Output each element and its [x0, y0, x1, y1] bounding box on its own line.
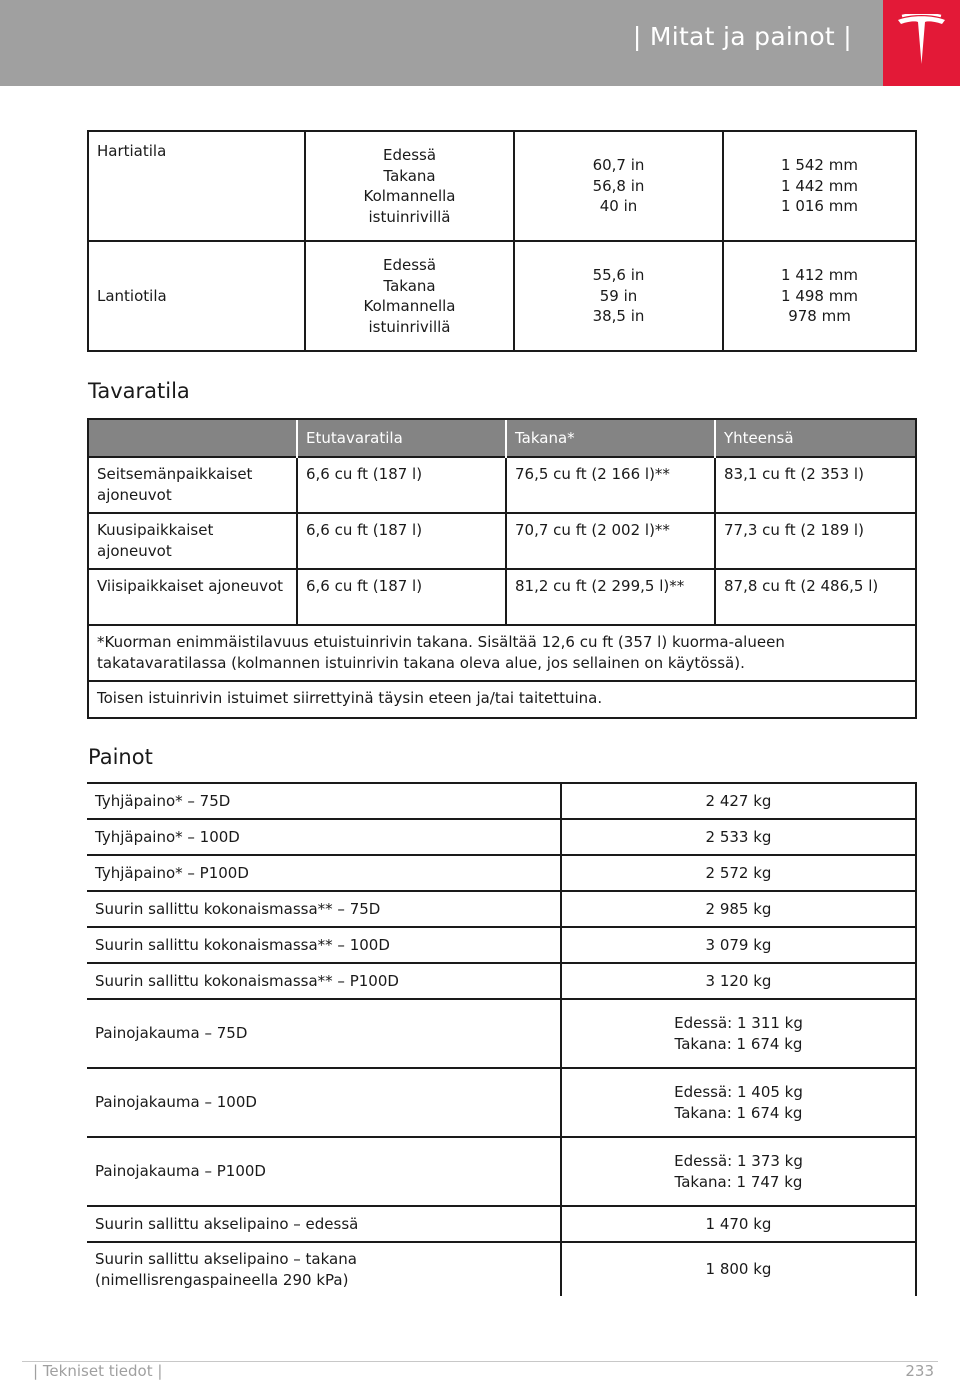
weight-value: 2 533 kg	[561, 819, 916, 855]
position-text: Edessä	[382, 146, 437, 164]
rear-weight: Takana: 1 674 kg	[674, 1103, 803, 1122]
distribution-value	[561, 999, 916, 1068]
table-row	[87, 1242, 916, 1296]
weights-table	[87, 782, 917, 1296]
table-row	[87, 783, 916, 819]
inch-value: 40 in	[599, 197, 638, 216]
front-weight: Edessä: 1 405 kg	[674, 1083, 803, 1101]
weight-value: 2 985 kg	[561, 891, 916, 927]
table-row	[87, 999, 916, 1068]
table-row	[88, 569, 916, 625]
axle-front-label: Suurin sallittu akselipaino – edessä	[87, 1206, 561, 1242]
front-weight: Edessä: 1 373 kg	[674, 1152, 803, 1170]
row-label: Lantiotila	[88, 241, 305, 351]
weight-label: Tyhjäpaino* – 75D	[87, 783, 561, 819]
weights-heading: Painot	[88, 745, 153, 769]
rear-weight: Takana: 1 747 kg	[674, 1172, 803, 1191]
position-text: Edessä	[382, 256, 437, 274]
distribution-value	[561, 1137, 916, 1206]
total-value: 83,1 cu ft (2 353 l)	[715, 457, 916, 513]
table-row	[87, 927, 916, 963]
distribution-label: Painojakauma – P100D	[87, 1137, 561, 1206]
position-text: istuinrivillä	[368, 207, 451, 226]
axle-rear-value: 1 800 kg	[561, 1242, 916, 1296]
mm-value: 1 412 mm	[781, 266, 858, 285]
mm-value: 1 498 mm	[781, 286, 858, 305]
axle-rear-label	[87, 1242, 561, 1296]
position-text: istuinrivillä	[368, 317, 451, 336]
logo-box	[883, 0, 960, 86]
axle-rear-label-line2: (nimellisrengaspaineella 290 kPa)	[95, 1270, 349, 1289]
page-header	[0, 0, 960, 86]
weight-value: 2 572 kg	[561, 855, 916, 891]
weight-label: Suurin sallittu kokonaismassa** – 75D	[87, 891, 561, 927]
table-row	[87, 963, 916, 999]
footer-section: | Tekniset tiedot |	[33, 1362, 163, 1380]
table-row	[87, 855, 916, 891]
table-header-row	[88, 419, 916, 457]
axle-rear-label-line1: Suurin sallittu akselipaino – takana	[95, 1250, 357, 1268]
front-value: 6,6 cu ft (187 l)	[297, 569, 506, 625]
cargo-note: Toisen istuinrivin istuimet siirrettyinä täysin eteen ja/tai taitettuina.	[88, 681, 916, 718]
rear-value: 81,2 cu ft (2 299,5 l)**	[506, 569, 715, 625]
total-value: 87,8 cu ft (2 486,5 l)	[715, 569, 916, 625]
mm-cell	[723, 241, 916, 351]
position-text: Kolmannella	[363, 187, 456, 205]
distribution-value	[561, 1068, 916, 1137]
position-cell	[305, 241, 514, 351]
inch-value: 38,5 in	[592, 307, 645, 326]
table-row	[88, 513, 916, 569]
weight-value: 3 079 kg	[561, 927, 916, 963]
page-number: 233	[905, 1362, 934, 1380]
weight-label: Tyhjäpaino* – P100D	[87, 855, 561, 891]
table-note-row	[88, 625, 916, 681]
tesla-logo-icon	[896, 14, 947, 70]
position-text: Kolmannella	[363, 297, 456, 315]
table-row	[88, 457, 916, 513]
row-label: Seitsemänpaikkaiset ajoneuvot	[88, 457, 297, 513]
mm-value: 1 542 mm	[781, 156, 858, 175]
dimensions-table	[87, 130, 917, 352]
weight-value: 2 427 kg	[561, 783, 916, 819]
position-text: Takana	[383, 166, 436, 185]
table-note-row	[88, 681, 916, 718]
inch-cell	[514, 241, 723, 351]
mm-value: 1 016 mm	[781, 197, 858, 216]
position-text: Takana	[383, 276, 436, 295]
rear-value: 70,7 cu ft (2 002 l)**	[506, 513, 715, 569]
inch-cell	[514, 131, 723, 241]
row-label: Kuusipaikkaiset ajoneuvot	[88, 513, 297, 569]
weight-label: Suurin sallittu kokonaismassa** – P100D	[87, 963, 561, 999]
distribution-label: Painojakauma – 100D	[87, 1068, 561, 1137]
table-row	[87, 1137, 916, 1206]
rear-value: 76,5 cu ft (2 166 l)**	[506, 457, 715, 513]
row-label: Hartiatila	[88, 131, 305, 241]
row-label: Viisipaikkaiset ajoneuvot	[88, 569, 297, 625]
front-value: 6,6 cu ft (187 l)	[297, 513, 506, 569]
front-weight: Edessä: 1 311 kg	[674, 1014, 803, 1032]
weight-label: Tyhjäpaino* – 100D	[87, 819, 561, 855]
column-header: Yhteensä	[715, 419, 916, 457]
column-header: Etutavaratila	[297, 419, 506, 457]
table-row	[88, 241, 916, 351]
table-row	[87, 1206, 916, 1242]
position-cell	[305, 131, 514, 241]
cargo-table	[87, 418, 917, 719]
inch-value: 60,7 in	[592, 156, 645, 175]
table-row	[87, 1068, 916, 1137]
header-blank	[88, 419, 297, 457]
mm-cell	[723, 131, 916, 241]
mm-value: 1 442 mm	[781, 176, 858, 195]
table-row	[87, 819, 916, 855]
rear-weight: Takana: 1 674 kg	[674, 1034, 803, 1053]
total-value: 77,3 cu ft (2 189 l)	[715, 513, 916, 569]
axle-front-value: 1 470 kg	[561, 1206, 916, 1242]
weight-value: 3 120 kg	[561, 963, 916, 999]
column-header: Takana*	[506, 419, 715, 457]
table-row	[87, 891, 916, 927]
header-title: | Mitat ja painot |	[632, 22, 852, 51]
inch-value: 59 in	[599, 286, 638, 305]
distribution-label: Painojakauma – 75D	[87, 999, 561, 1068]
front-value: 6,6 cu ft (187 l)	[297, 457, 506, 513]
inch-value: 55,6 in	[592, 266, 645, 285]
cargo-heading: Tavaratila	[88, 379, 190, 403]
inch-value: 56,8 in	[592, 176, 645, 195]
table-row	[88, 131, 916, 241]
mm-value: 978 mm	[788, 307, 851, 326]
cargo-footnote: *Kuorman enimmäistilavuus etuistuinrivin takana. Sisältää 12,6 cu ft (357 l) kuorma-alueen takatavaratilassa (kolmannen istuinrivin takana oleva alue, jos sellainen on käytössä).	[88, 625, 916, 681]
weight-label: Suurin sallittu kokonaismassa** – 100D	[87, 927, 561, 963]
